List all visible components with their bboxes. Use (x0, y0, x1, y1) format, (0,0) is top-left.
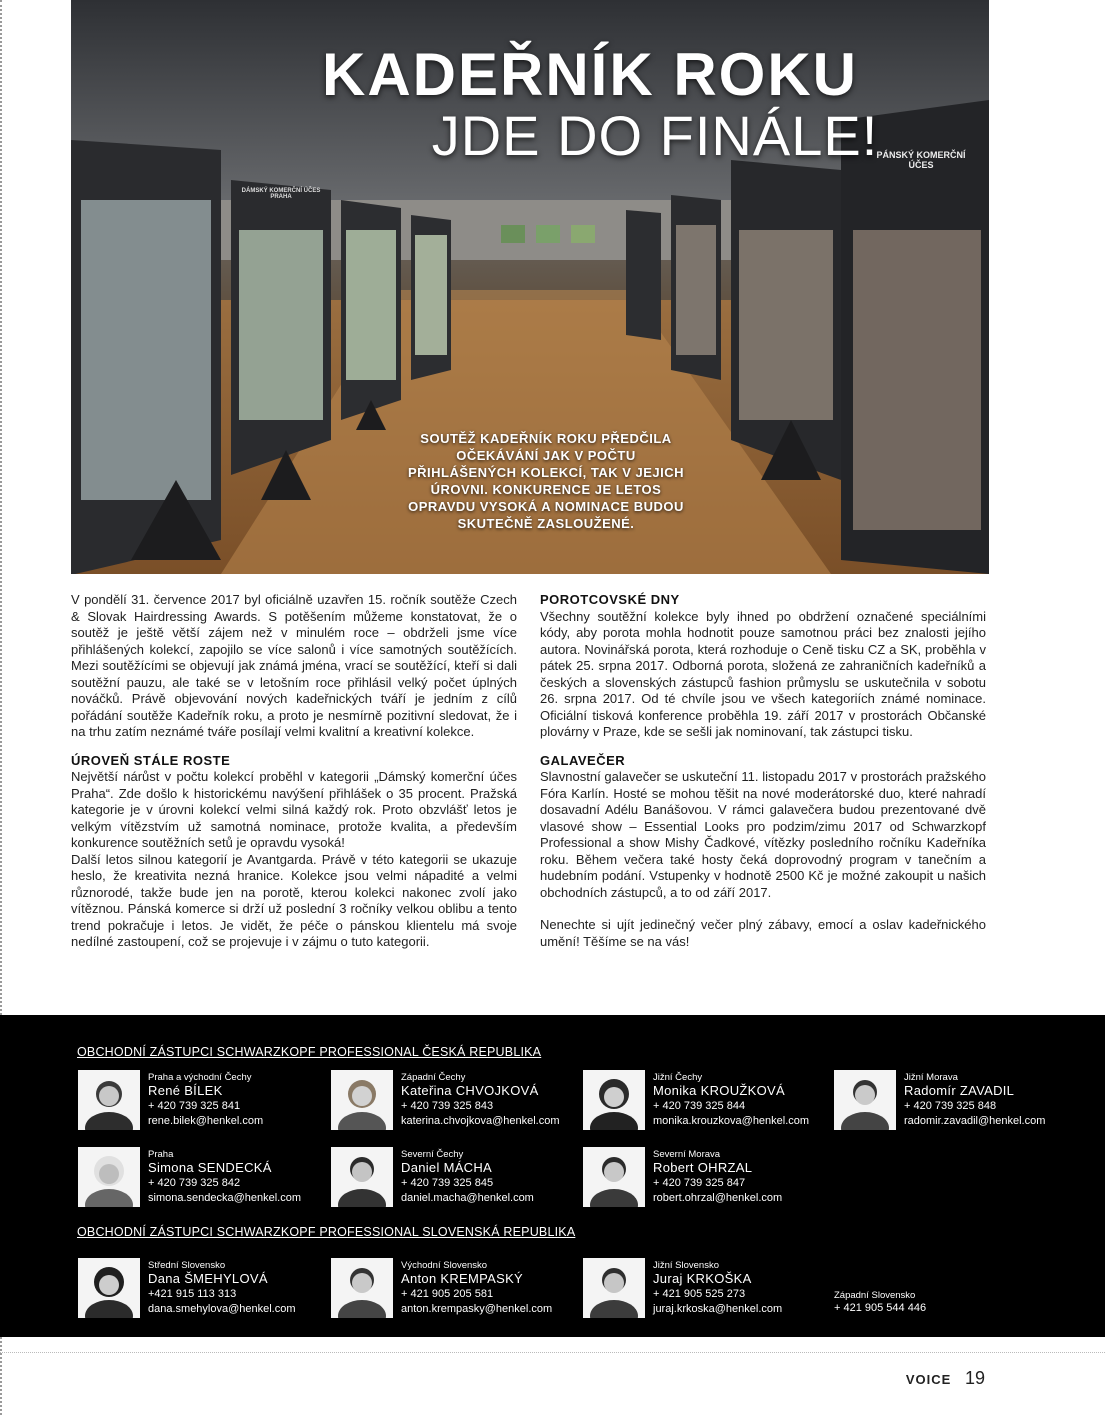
section-uroven-p2: Další letos silnou kategorií je Avantgarda. Právě v této kategorii se ukazuje heslo, že kreativita nezná hranice. Kolekce jsou velmi nápadité a velmi různorodé, takže bude jen na porotě, kterou kolekci nakonec zvolí jako vítěznou. Pánská komerce si drží už poslední 3 ročníky velkou oblibu a tento trend pokračuje i letos. Je vidět, že péče o pánskou klientelu má svoje nedílné zastoupení, což se projevuje i v zájmu o tuto kategorii. (71, 851, 517, 949)
section-title-uroven: ÚROVEŇ STÁLE ROSTE (71, 752, 231, 768)
contact-photo (583, 1147, 645, 1207)
article-intro: V pondělí 31. července 2017 byl oficiálně uzavřen 15. ročník soutěže Czech & Slovak Hairdressing Awards. S potěšením můžeme konstatovat, že o soutěž je ještě větší zájem než v minulém roce – obdrželi jsme více přihlášených kolekcí, zapojilo se více salonů i více samotných soutěžících. Mezi soutěžícími se objevují jak známá jména, vrací se soutěžící, kteří si dali soutěžní pauzu, ale také se v letošním roce přihlásil velký počet úplných nováčků. Právě objevování nových kadeřnických tváří je jedním z cílů pořádání soutěže Kadeřník roku, a proto je nesmírně pozitivní sledovat, že i na trhu zatím neznámé tváře posílají velmi kvalitní a kreativní kolekce. (71, 592, 517, 739)
contact-card (78, 1070, 318, 1130)
contact-email[interactable]: monika.krouzkova@henkel.com (653, 1115, 810, 1127)
contact-region: Západní Čechy (401, 1072, 466, 1083)
contact-email[interactable]: simona.sendecka@henkel.com (148, 1192, 302, 1204)
page-number: 19 (964, 1368, 985, 1388)
contacts-band (0, 1015, 1105, 1337)
contact-phone[interactable]: + 420 739 325 841 (148, 1100, 241, 1112)
contact-region: Západní Slovensko (834, 1290, 916, 1301)
contact-photo (583, 1070, 645, 1130)
contact-photo (78, 1070, 140, 1130)
contact-email[interactable]: anton.krempasky@henkel.com (401, 1303, 553, 1315)
contact-name: Kateřina CHVOJKOVÁ (401, 1083, 539, 1098)
contact-phone[interactable]: +421 915 113 313 (148, 1288, 237, 1300)
hero-caption: SOUTĚŽ KADEŘNÍK ROKU PŘEDČILA OČEKÁVÁNÍ JAK V POČTU PŘIHLÁŠENÝCH KOLEKCÍ, TAK V JEJICH ÚROVNI. KONKURENCE JE LETOS OPRAVDU VYSOKÁ A NOMINACE BUDOU SKUTEČNĚ ZASLOUŽENÉ. (407, 431, 685, 531)
contact-region: Jižní Čechy (653, 1072, 703, 1083)
contact-region: Střední Slovensko (148, 1260, 226, 1271)
contact-region: Jižní Morava (904, 1072, 958, 1083)
contact-email[interactable]: rene.bilek@henkel.com (148, 1115, 264, 1127)
hero-title-line1: KADEŘNÍK ROKU (322, 41, 858, 108)
contact-name: Monika KROUŽKOVÁ (653, 1083, 785, 1098)
contact-phone[interactable]: + 421 905 205 581 (401, 1288, 494, 1300)
contact-phone[interactable]: + 420 739 325 843 (401, 1100, 494, 1112)
contact-card (331, 1147, 571, 1207)
contact-name: Simona SENDECKÁ (148, 1160, 272, 1175)
page-footer (906, 1368, 985, 1389)
contact-email[interactable]: radomir.zavadil@henkel.com (904, 1115, 1046, 1127)
contact-email[interactable]: katerina.chvojkova@henkel.com (401, 1115, 560, 1127)
contact-region: Severní Morava (653, 1149, 721, 1160)
contact-name: Daniel MÁCHA (401, 1160, 493, 1175)
footer-rule (0, 1352, 1105, 1353)
contact-phone[interactable]: + 420 739 325 845 (401, 1177, 494, 1189)
contact-region: Praha a východní Čechy (148, 1072, 252, 1083)
contact-name: Dana ŠMEHYLOVÁ (148, 1271, 268, 1286)
article-right-column (540, 592, 986, 950)
hero-photo (71, 0, 989, 574)
contact-phone[interactable]: + 420 739 325 844 (653, 1100, 746, 1112)
section-title-porotcovske-dny: POROTCOVSKÉ DNY (540, 592, 680, 607)
contact-card (78, 1147, 318, 1207)
contact-email[interactable]: juraj.krkoska@henkel.com (653, 1303, 783, 1315)
contact-name: René BÍLEK (148, 1083, 223, 1098)
contact-card (834, 1070, 1074, 1130)
contact-region: Praha (148, 1149, 174, 1160)
contact-photo (331, 1258, 393, 1318)
contact-photo (331, 1147, 393, 1207)
contact-name: Juraj KRKOŠKA (653, 1271, 752, 1286)
section-title-galavecer: GALAVEČER (540, 752, 626, 768)
magazine-brand: VOICE (905, 1372, 952, 1387)
contact-photo (78, 1147, 140, 1207)
contact-name: Radomír ZAVADIL (904, 1083, 1015, 1098)
contact-photo (331, 1070, 393, 1130)
contact-photo (834, 1070, 896, 1130)
contact-photo (583, 1258, 645, 1318)
contact-phone[interactable]: + 420 739 325 848 (904, 1100, 997, 1112)
section-uroven-p1: Největší nárůst v počtu kolekcí proběhl v kategorii „Dámský komerční účes Praha“. Zde došlo k historickému navýšení přihlášek o 35 procent. Pražská kategorie je v úrovni kolekcí velmi silná každý rok. Proto obzvlášť letos je velkým vítězstvím už samotná nominace, protože kvalita, a především konkurence soutěžních setů je opravdu vysoká! (71, 769, 517, 850)
contact-phone[interactable]: + 420 739 325 842 (148, 1177, 241, 1189)
hero-title-line2: JDE DO FINÁLE! (431, 104, 879, 167)
contact-card (583, 1070, 823, 1130)
contact-name: Robert OHRZAL (653, 1160, 753, 1175)
contact-card (834, 1290, 1074, 1350)
contact-region: Východní Slovensko (401, 1260, 488, 1271)
sk-contacts-title: OBCHODNÍ ZÁSTUPCI SCHWARZKOPF PROFESSIONAL SLOVENSKÁ REPUBLIKA (77, 1225, 576, 1239)
section-galavecer-p2: Nenechte si ujít jedinečný večer plný zábavy, emocí a oslav kadeřnického umění! Těšíme se na vás! (540, 917, 986, 949)
contact-email[interactable]: robert.ohrzal@henkel.com (653, 1192, 783, 1204)
contact-phone[interactable]: + 421 905 525 273 (653, 1288, 746, 1300)
article-left-column (71, 592, 517, 951)
contact-card (78, 1258, 318, 1318)
contact-card (331, 1070, 571, 1130)
contact-phone[interactable]: + 420 739 325 847 (653, 1177, 746, 1189)
contact-card (583, 1147, 823, 1207)
contact-name: Anton KREMPASKÝ (401, 1271, 524, 1286)
contact-card (583, 1258, 823, 1318)
cz-contacts-title: OBCHODNÍ ZÁSTUPCI SCHWARZKOPF PROFESSIONAL ČESKÁ REPUBLIKA (77, 1045, 542, 1059)
section-galavecer-p1: Slavnostní galavečer se uskuteční 11. listopadu 2017 v prostorách pražského Fóra Karlín. Hosté se mohou těšit na nové moderátorské duo, které nahradí dosavadní Adélu Banášovou. V rámci galavečera budou prezentované dvě vlasové show – Essential Looks pro podzim/zimu 2017 od Schwarzkopf Professional a show Mishy Čadkové, vítězky posledního ročníku Kadeřníka roku. Během večera také hosty čeká doprovodný program v tanečním a hudebním podání. Vstupenky v hodnotě 2500 Kč je možné zakoupit u našich obchodních zástupců, a to od září 2017. (540, 769, 986, 900)
contact-photo (78, 1258, 140, 1318)
contact-region: Jižní Slovensko (653, 1260, 720, 1271)
panel-sign-left: DÁMSKÝ KOMERČNÍ ÚČES PRAHA (241, 188, 321, 200)
contact-phone[interactable]: + 421 905 544 446 (834, 1302, 927, 1314)
contact-card (331, 1258, 571, 1318)
contact-email[interactable]: dana.smehylova@henkel.com (148, 1303, 296, 1315)
panel-sign-right: PÁNSKÝ KOMERČNÍ ÚČES (876, 150, 966, 170)
contact-email[interactable]: daniel.macha@henkel.com (401, 1192, 534, 1204)
section-porotcovske-p1: Všechny soutěžní kolekce byly ihned po obdržení označené speciálními kódy, aby porota mohla hodnotit pouze samotnou práci bez znalosti jejího autora. Novinářská porota, která rozhoduje o Ceně tisku CZ a SK, proběhla v pátek 25. srpna 2017. Odborná porota, složená ze zahraničních kadeřníků a českých a slovenských zástupců fashion průmyslu se uskutečnila v sobotu 26. srpna 2017. Od té chvíle jsou ve všech kategoriích známé nominace. Oficiální tisková konference proběhla 19. září 2017 v prostorách Občanské plovárny v Praze, kde se sešli jak nominovaní, tak zástupci tisku. (540, 608, 986, 739)
contact-region: Severní Čechy (401, 1149, 464, 1160)
